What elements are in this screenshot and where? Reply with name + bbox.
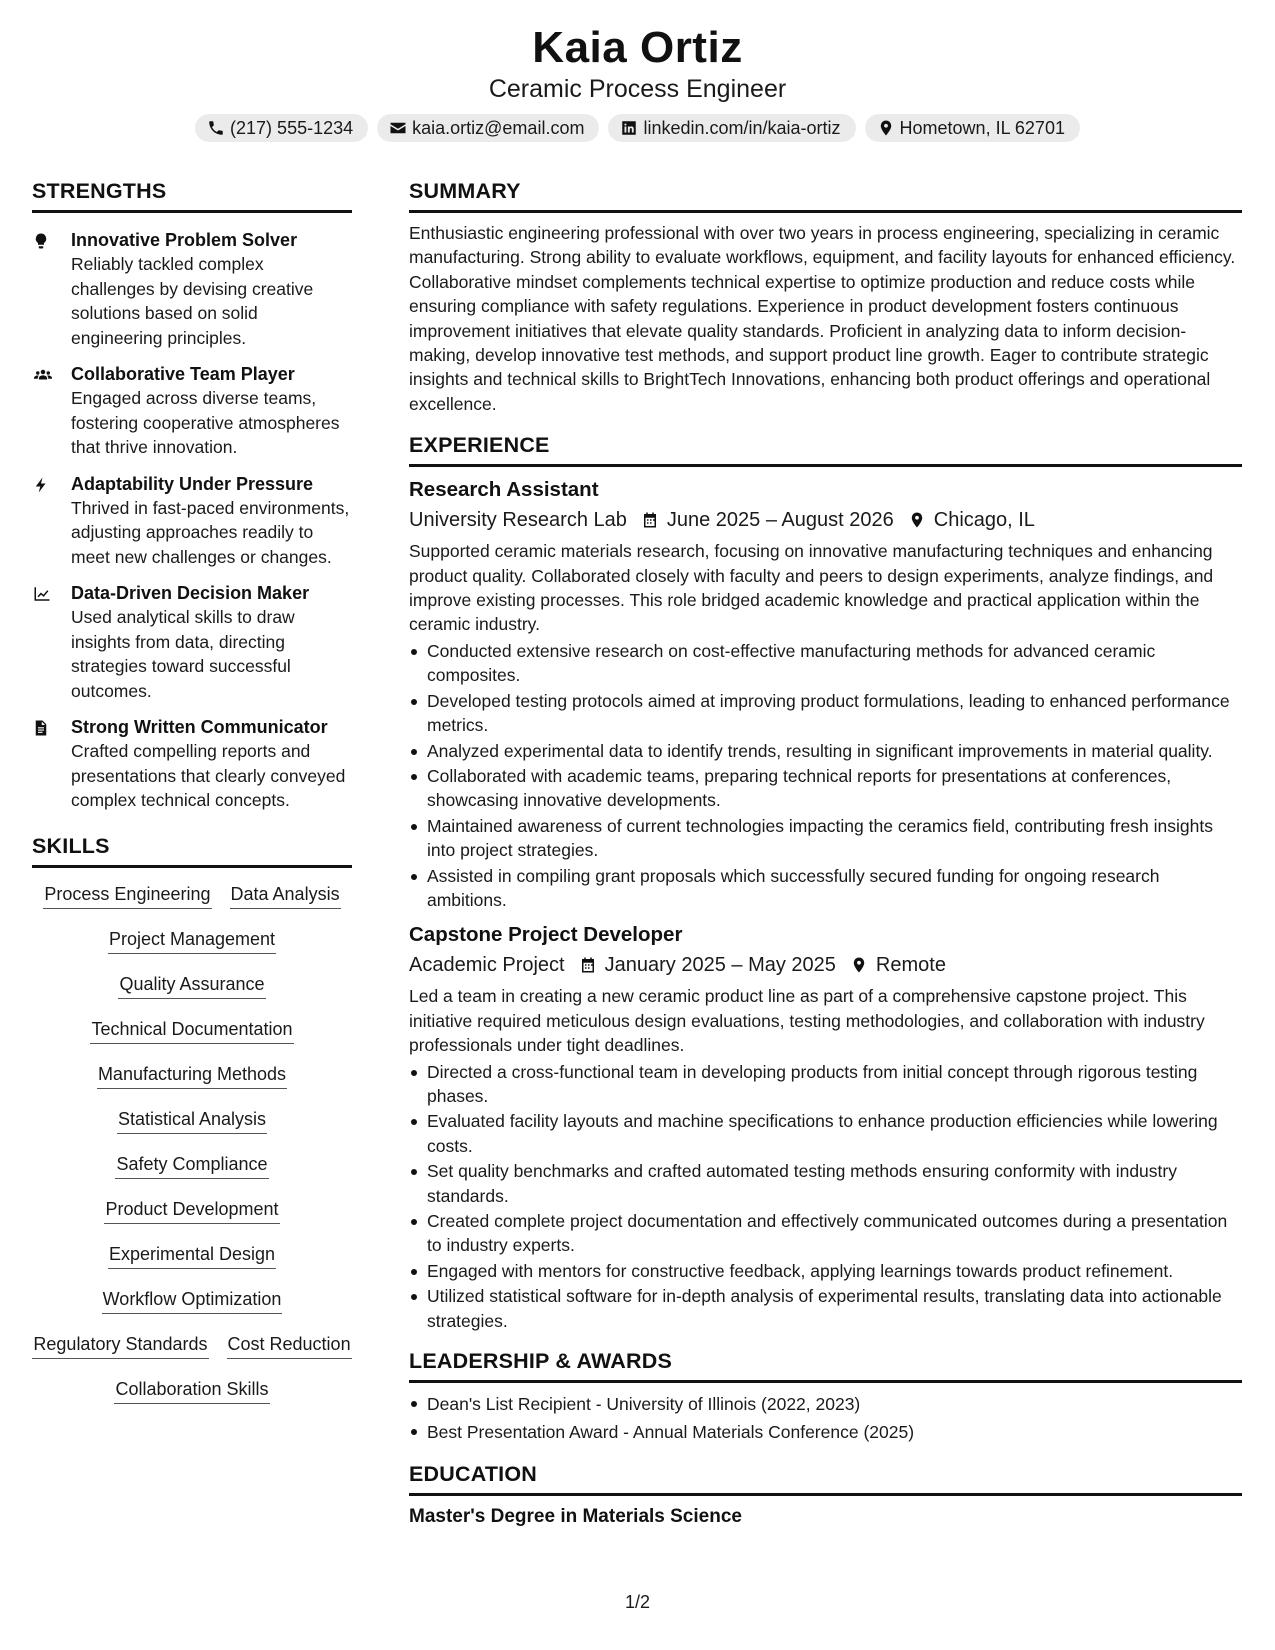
strength-description: Reliably tackled complex challenges by devising creative solutions based on solid engineering principles. xyxy=(71,254,314,348)
skill-tag: Statistical Analysis xyxy=(117,1101,267,1134)
job-title: Capstone Project Developer xyxy=(409,923,683,947)
envelope-icon xyxy=(389,119,407,137)
skill-tag: Process Engineering xyxy=(43,876,211,909)
linkedin-text: linkedin.com/in/kaia-ortiz xyxy=(643,117,841,138)
skill-tag: Product Development xyxy=(104,1191,279,1224)
skill-tag: Manufacturing Methods xyxy=(97,1056,287,1089)
skill-tag: Cost Reduction xyxy=(227,1326,352,1359)
strength-title: Innovative Problem Solver xyxy=(71,230,298,250)
contact-location xyxy=(865,114,1080,142)
job-bullets xyxy=(409,1060,1242,1333)
contact-email[interactable] xyxy=(377,114,599,142)
leadership-heading: LEADERSHIP & AWARDS xyxy=(409,1348,1242,1383)
page-number: 1/2 xyxy=(624,1592,651,1612)
strength-description: Thrived in fast-paced environments, adjusting approaches readily to meet new challenges or changes. xyxy=(71,497,350,567)
job-description: Supported ceramic materials research, focusing on innovative manufacturing techniques and enhancing product quality. Collaborated closely with faculty and peers to design experiments, analyze findings, and improve existing processes. This role bridged academic knowledge and practical application within the ceramic industry. xyxy=(409,541,1214,635)
strengths-heading: STRENGTHS xyxy=(32,178,352,213)
job-dates: June 2025 – August 2026 xyxy=(666,509,894,532)
list-item: Directed a cross-functional team in developing products from initial concept through rigorous testing phases. xyxy=(409,1060,1242,1109)
strength-description: Used analytical skills to draw insights from data, directing strategies toward successful outcomes. xyxy=(71,607,295,701)
skill-tag: Data Analysis xyxy=(230,876,341,909)
job-meta xyxy=(409,950,1242,980)
candidate-name: Kaia Ortiz xyxy=(532,23,743,72)
map-pin-icon xyxy=(908,511,926,529)
summary-text: Enthusiastic engineering professional with over two years in process engineering, specializing in ceramic manufacturing. Strong ability to evaluate workflows, equipment, and facility layouts for enhanced efficiency. Collaborative mindset complements technical expertise to optimize production and reduce costs while ensuring compliance with safety regulations. Experience in product development fosters continuous improvement initiatives that elevate quality standards. Proficient in analyzing data to inform decision-making, develop innovative test methods, and support product line growth. Eager to contribute strategic insights and technical skills to BrightTech Innovations, enhancing both product offerings and operational excellence. xyxy=(409,223,1236,414)
job-meta xyxy=(409,505,1242,535)
leadership-list xyxy=(409,1391,1242,1446)
list-item: Set quality benchmarks and crafted automated testing methods ensuring conformity with industry standards. xyxy=(409,1159,1242,1208)
list-item: Utilized statistical software for in-depth analysis of experimental results, translating data into actionable strategies. xyxy=(409,1284,1242,1333)
strength-description: Crafted compelling reports and presentations that clearly conveyed complex technical concepts. xyxy=(71,741,346,810)
summary-heading: SUMMARY xyxy=(409,178,1242,213)
list-item: Created complete project documentation and effectively communicated outcomes during a presentation to industry experts. xyxy=(409,1209,1242,1258)
left-column xyxy=(32,178,352,1416)
job-bullets xyxy=(409,639,1242,912)
list-item: Conducted extensive research on cost-effective manufacturing methods for advanced ceramic composites. xyxy=(409,639,1242,688)
strength-item xyxy=(32,715,352,813)
map-pin-icon xyxy=(877,119,895,137)
job-description: Led a team in creating a new ceramic product line as part of a comprehensive capstone project. This initiative required meticulous design evaluations, testing methodologies, and collaboration with industry professionals under tight deadlines. xyxy=(409,986,1205,1056)
calendar-icon xyxy=(579,956,597,974)
candidate-title: Ceramic Process Engineer xyxy=(488,75,787,103)
degree-title: Master's Degree in Materials Science xyxy=(409,1506,742,1528)
list-item: Dean's List Recipient - University of Illinois (2022, 2023) xyxy=(409,1391,1242,1418)
list-item: Analyzed experimental data to identify trends, resulting in significant improvements in material quality. xyxy=(409,739,1242,763)
skill-tag: Quality Assurance xyxy=(118,966,265,999)
file-text-icon xyxy=(32,719,50,737)
calendar-icon xyxy=(641,511,659,529)
list-item: Engaged with mentors for constructive feedback, applying learnings towards product refinement. xyxy=(409,1259,1242,1283)
skills-list xyxy=(32,876,352,1416)
contact-phone[interactable] xyxy=(195,114,368,142)
strength-title: Adaptability Under Pressure xyxy=(71,473,314,494)
job-dates: January 2025 – May 2025 xyxy=(604,954,836,977)
strength-title: Data-Driven Decision Maker xyxy=(71,583,310,603)
job-location: Chicago, IL xyxy=(933,509,1035,532)
strength-item xyxy=(32,472,352,570)
resume-header xyxy=(0,22,1275,142)
skill-tag: Technical Documentation xyxy=(90,1011,293,1044)
job-title: Research Assistant xyxy=(409,478,599,502)
list-item: Collaborated with academic teams, preparing technical reports for presentations at conferences, showcasing innovative developments. xyxy=(409,764,1242,813)
job-entry xyxy=(409,920,1242,1333)
strength-item xyxy=(32,228,352,350)
strength-description: Engaged across diverse teams, fostering cooperative atmospheres that thrive innovation. xyxy=(71,388,340,457)
strength-title: Collaborative Team Player xyxy=(71,364,295,384)
list-item: Best Presentation Award - Annual Materials Conference (2025) xyxy=(409,1419,1242,1446)
list-item: Maintained awareness of current technologies impacting the ceramics field, contributing fresh insights into project strategies. xyxy=(409,814,1242,863)
users-icon xyxy=(32,366,54,384)
location-text: Hometown, IL 62701 xyxy=(899,117,1065,138)
skill-tag: Workflow Optimization xyxy=(102,1281,283,1314)
strength-item xyxy=(32,362,352,460)
email-text: kaia.ortiz@email.com xyxy=(412,117,585,138)
skill-tag: Collaboration Skills xyxy=(114,1371,269,1404)
phone-text: (217) 555-1234 xyxy=(230,117,354,138)
contact-linkedin[interactable] xyxy=(608,114,855,142)
chart-line-icon xyxy=(32,585,52,603)
job-location: Remote xyxy=(875,954,946,977)
skill-tag: Experimental Design xyxy=(108,1236,276,1269)
bolt-icon xyxy=(32,476,50,494)
linkedin-icon xyxy=(620,119,638,137)
skill-tag: Project Management xyxy=(108,921,276,954)
skills-heading: SKILLS xyxy=(32,833,352,868)
lightbulb-icon xyxy=(32,232,50,250)
education-heading: EDUCATION xyxy=(409,1461,1242,1496)
phone-icon xyxy=(207,119,225,137)
right-column xyxy=(409,178,1242,1530)
job-entry xyxy=(409,475,1242,912)
skill-tag: Regulatory Standards xyxy=(32,1326,208,1359)
job-organization: Academic Project xyxy=(409,954,565,977)
list-item: Evaluated facility layouts and machine specifications to enhance production efficiencies while lowering costs. xyxy=(409,1109,1242,1158)
skill-tag: Safety Compliance xyxy=(115,1146,268,1179)
strength-title: Strong Written Communicator xyxy=(71,717,328,737)
contact-bar xyxy=(0,114,1275,142)
map-pin-icon xyxy=(850,956,868,974)
strength-item xyxy=(32,581,352,703)
list-item: Assisted in compiling grant proposals which successfully secured funding for ongoing research ambitions. xyxy=(409,864,1242,913)
list-item: Developed testing protocols aimed at improving product formulations, leading to enhanced performance metrics. xyxy=(409,689,1242,738)
job-organization: University Research Lab xyxy=(409,509,627,532)
experience-heading: EXPERIENCE xyxy=(409,432,1242,467)
